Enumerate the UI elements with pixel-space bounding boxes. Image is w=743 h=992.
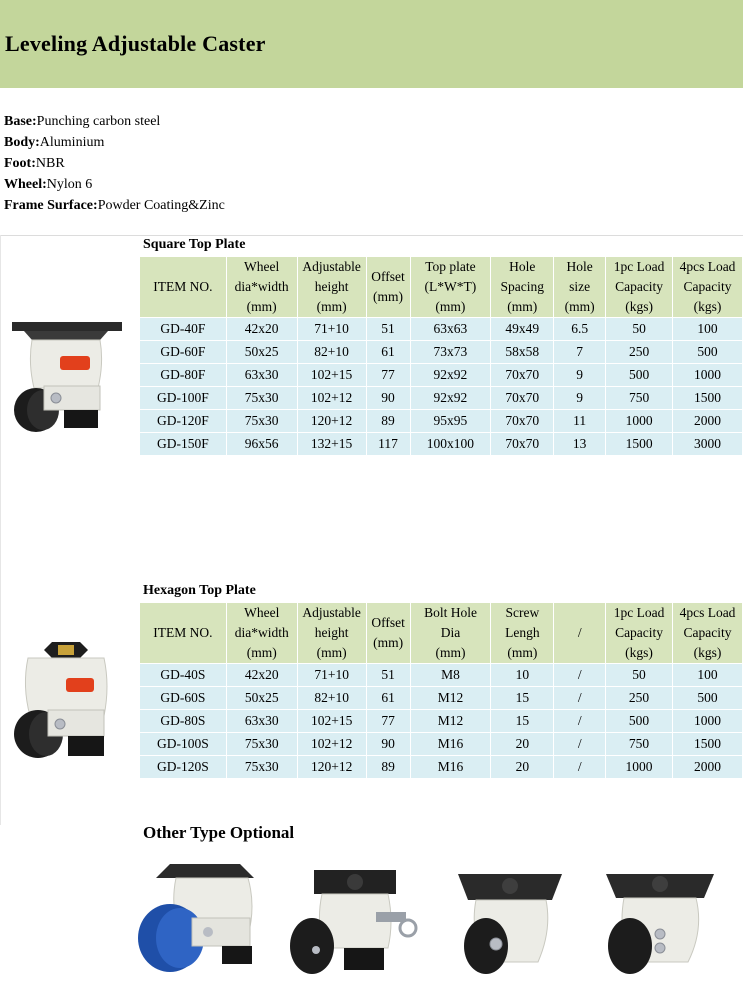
table-cell: 132+15 <box>297 433 366 456</box>
table-cell: M12 <box>410 710 491 733</box>
table-cell: M8 <box>410 664 491 687</box>
table-cell: 102+15 <box>297 364 366 387</box>
table-row <box>140 433 743 456</box>
table-row <box>140 318 743 341</box>
table-row <box>140 710 743 733</box>
header-cell: 1pc Load Capacity (kgs) <box>606 603 673 664</box>
table-cell: 750 <box>606 733 673 756</box>
table-cell: 63x30 <box>226 364 297 387</box>
spec-body: Body:Aluminium <box>4 135 105 150</box>
table-cell: 82+10 <box>297 341 366 364</box>
header-cell: Offset (mm) <box>366 603 410 664</box>
table-cell: 15 <box>491 687 554 710</box>
table-cell: 51 <box>366 318 410 341</box>
blue-wheel-caster-image <box>136 856 276 980</box>
header-cell: Top plate (L*W*T) (mm) <box>410 257 491 318</box>
table-cell: 250 <box>606 687 673 710</box>
table-cell: 82+10 <box>297 687 366 710</box>
square-plate-title: Square Top Plate <box>143 237 246 252</box>
header-cell: Hole Spacing (mm) <box>491 257 554 318</box>
table-cell: 500 <box>673 341 743 364</box>
table-cell: 117 <box>366 433 410 456</box>
table-header-row <box>140 603 743 664</box>
table-cell: GD-40S <box>140 664 227 687</box>
table-cell: 500 <box>606 710 673 733</box>
spec-wheel: Wheel:Nylon 6 <box>4 177 93 192</box>
table-cell: 2000 <box>673 756 743 779</box>
header-cell: / <box>554 603 606 664</box>
table-cell: M16 <box>410 756 491 779</box>
table-cell: GD-100S <box>140 733 227 756</box>
table-cell: 70x70 <box>491 364 554 387</box>
table-cell: 73x73 <box>410 341 491 364</box>
table-cell: 49x49 <box>491 318 554 341</box>
title-banner <box>0 0 743 88</box>
table-cell: 100 <box>673 664 743 687</box>
table-cell: GD-100F <box>140 387 227 410</box>
table-cell: 92x92 <box>410 387 491 410</box>
page-title: Leveling Adjustable Caster <box>5 31 266 56</box>
table-cell: GD-150F <box>140 433 227 456</box>
hexagon-plate-table <box>139 602 743 779</box>
divider <box>0 235 743 236</box>
table-cell: GD-120S <box>140 756 227 779</box>
table-cell: 58x58 <box>491 341 554 364</box>
table-cell: M16 <box>410 733 491 756</box>
header-cell: Adjustable height (mm) <box>297 257 366 318</box>
table-cell: 75x30 <box>226 733 297 756</box>
table-cell: GD-120F <box>140 410 227 433</box>
table-cell: 1500 <box>673 733 743 756</box>
hexagon-plate-title: Hexagon Top Plate <box>143 583 256 598</box>
table-cell: 50 <box>606 664 673 687</box>
table-row <box>140 733 743 756</box>
table-cell: 61 <box>366 687 410 710</box>
table-row <box>140 364 743 387</box>
table-row <box>140 687 743 710</box>
header-cell: ITEM NO. <box>140 603 227 664</box>
table-cell: 51 <box>366 664 410 687</box>
table-cell: 1000 <box>606 410 673 433</box>
table-cell: 77 <box>366 710 410 733</box>
spec-frame-surface: Frame Surface:Powder Coating&Zinc <box>4 198 225 213</box>
table-cell: 89 <box>366 756 410 779</box>
table-cell: 71+10 <box>297 664 366 687</box>
table-row <box>140 410 743 433</box>
table-cell: 50x25 <box>226 687 297 710</box>
table-cell: 750 <box>606 387 673 410</box>
table-cell: GD-60S <box>140 687 227 710</box>
table-cell: 250 <box>606 341 673 364</box>
table-cell: 90 <box>366 733 410 756</box>
table-cell: GD-80F <box>140 364 227 387</box>
table-cell: 75x30 <box>226 756 297 779</box>
table-cell: 13 <box>554 433 606 456</box>
table-cell: 95x95 <box>410 410 491 433</box>
table-cell: 63x63 <box>410 318 491 341</box>
table-cell: / <box>554 756 606 779</box>
table-cell: 42x20 <box>226 664 297 687</box>
table-cell: 70x70 <box>491 410 554 433</box>
table-cell: 1000 <box>673 364 743 387</box>
header-cell: Wheel dia*width (mm) <box>226 603 297 664</box>
table-row <box>140 664 743 687</box>
table-cell: 100 <box>673 318 743 341</box>
table-cell: 63x30 <box>226 710 297 733</box>
table-cell: 102+15 <box>297 710 366 733</box>
table-cell: / <box>554 733 606 756</box>
table-cell: / <box>554 664 606 687</box>
header-cell: Adjustable height (mm) <box>297 603 366 664</box>
divider <box>0 235 1 825</box>
spec-foot: Foot:NBR <box>4 156 65 171</box>
table-cell: 10 <box>491 664 554 687</box>
table-cell: 11 <box>554 410 606 433</box>
header-cell: 1pc Load Capacity (kgs) <box>606 257 673 318</box>
table-cell: 7 <box>554 341 606 364</box>
material-specs <box>4 111 225 216</box>
double-bolt-caster-image <box>600 866 722 980</box>
table-cell: GD-60F <box>140 341 227 364</box>
table-cell: 102+12 <box>297 733 366 756</box>
table-cell: 75x30 <box>226 410 297 433</box>
swivel-plate-caster-image <box>452 866 570 980</box>
table-cell: 50x25 <box>226 341 297 364</box>
table-cell: 102+12 <box>297 387 366 410</box>
spec-base: Base:Punching carbon steel <box>4 114 161 129</box>
table-cell: 70x70 <box>491 433 554 456</box>
table-cell: 3000 <box>673 433 743 456</box>
table-cell: 20 <box>491 733 554 756</box>
table-row <box>140 387 743 410</box>
square-plate-caster-image <box>8 318 130 438</box>
table-cell: 9 <box>554 387 606 410</box>
table-row <box>140 341 743 364</box>
header-cell: ITEM NO. <box>140 257 227 318</box>
table-cell: 89 <box>366 410 410 433</box>
table-cell: 2000 <box>673 410 743 433</box>
header-cell: 4pcs Load Capacity (kgs) <box>673 603 743 664</box>
header-cell: Screw Lengh (mm) <box>491 603 554 664</box>
table-cell: 6.5 <box>554 318 606 341</box>
lever-brake-caster-image <box>288 866 420 980</box>
table-cell: 1500 <box>606 433 673 456</box>
table-cell: M12 <box>410 687 491 710</box>
square-plate-table <box>139 256 743 456</box>
table-cell: 15 <box>491 710 554 733</box>
header-cell: Wheel dia*width (mm) <box>226 257 297 318</box>
table-cell: 20 <box>491 756 554 779</box>
table-cell: 42x20 <box>226 318 297 341</box>
table-cell: 75x30 <box>226 387 297 410</box>
table-cell: 50 <box>606 318 673 341</box>
table-cell: 120+12 <box>297 410 366 433</box>
table-cell: 96x56 <box>226 433 297 456</box>
table-cell: 1500 <box>673 387 743 410</box>
table-cell: 77 <box>366 364 410 387</box>
table-cell: GD-40F <box>140 318 227 341</box>
header-cell: Bolt Hole Dia (mm) <box>410 603 491 664</box>
table-cell: 500 <box>673 687 743 710</box>
table-cell: 1000 <box>673 710 743 733</box>
table-cell: 71+10 <box>297 318 366 341</box>
table-cell: 500 <box>606 364 673 387</box>
table-cell: 100x100 <box>410 433 491 456</box>
table-cell: 9 <box>554 364 606 387</box>
table-cell: 120+12 <box>297 756 366 779</box>
other-types-title: Other Type Optional <box>143 823 295 842</box>
table-cell: / <box>554 687 606 710</box>
hexagon-plate-caster-image <box>8 636 130 762</box>
table-cell: 1000 <box>606 756 673 779</box>
header-cell: 4pcs Load Capacity (kgs) <box>673 257 743 318</box>
table-cell: GD-80S <box>140 710 227 733</box>
header-cell: Offset (mm) <box>366 257 410 318</box>
table-cell: 61 <box>366 341 410 364</box>
header-cell: Hole size (mm) <box>554 257 606 318</box>
table-cell: 90 <box>366 387 410 410</box>
table-row <box>140 756 743 779</box>
table-cell: 70x70 <box>491 387 554 410</box>
table-header-row <box>140 257 743 318</box>
table-cell: / <box>554 710 606 733</box>
table-cell: 92x92 <box>410 364 491 387</box>
